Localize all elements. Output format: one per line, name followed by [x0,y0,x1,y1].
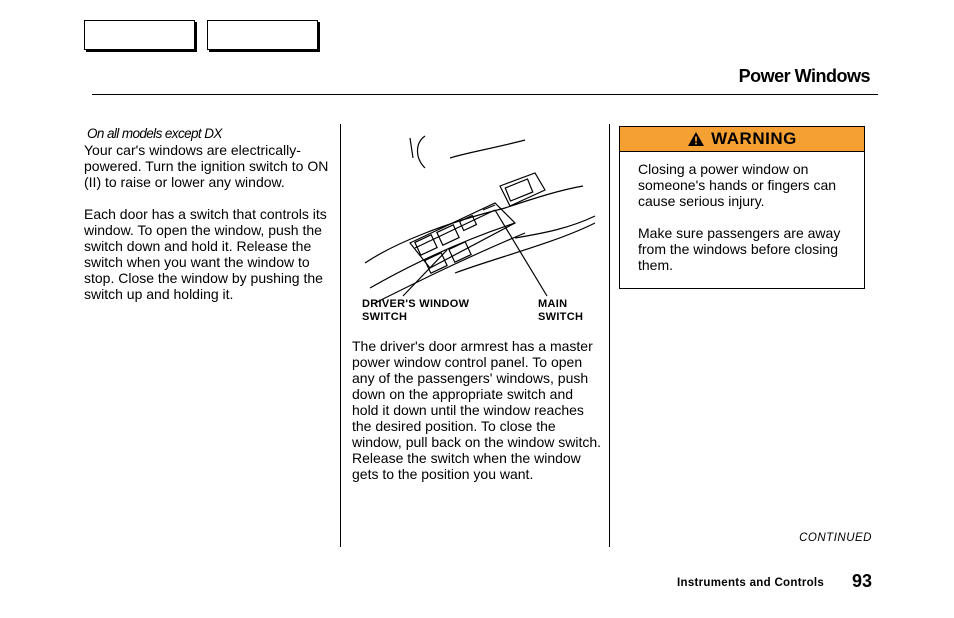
warning-header [620,127,864,152]
column-divider [340,124,341,547]
warning-body [620,152,864,273]
warning-triangle-icon [687,131,705,147]
main-switch-label: MAIN SWITCH [538,298,584,323]
section-name: Instruments and Controls [677,577,825,589]
continued-label: CONTINUED [799,532,872,544]
door-switch-paragraph: Each door has a switch that controls its window. To open the window, push the switch down and hold it. Release the switch when you want the window to stop. Close the window by pushing the switch up and holding it. [84,206,327,302]
warning-text: Make sure passengers are away from the windows before closing them. [638,225,841,273]
column-divider [609,124,610,547]
model-note: On all models except DX [87,126,222,141]
page-title: Power Windows [738,66,870,86]
warning-box [619,126,865,289]
driver-window-switch-label: DRIVER'S WINDOW SWITCH [362,298,470,323]
nav-button-next[interactable] [207,20,318,50]
master-panel-paragraph: The driver's door armrest has a master power window control panel. To open any of the passengers' windows, push down on the appropriate switch and hold it down until the window reaches the desired position. To close the window, pull back on the window switch. Release the switch when the window gets to the position you want. [352,338,602,482]
warning-text: Closing a power window on someone's hands or fingers can cause serious injury. [638,161,837,209]
warning-title: WARNING [711,129,797,148]
title-rule [92,94,878,95]
page-number: 93 [852,571,873,591]
nav-button-previous[interactable] [84,20,195,50]
intro-column [84,126,334,318]
intro-paragraph: Your car's windows are electrically-powered. Turn the ignition switch to ON (II) to raise or lower any window. [84,142,329,190]
